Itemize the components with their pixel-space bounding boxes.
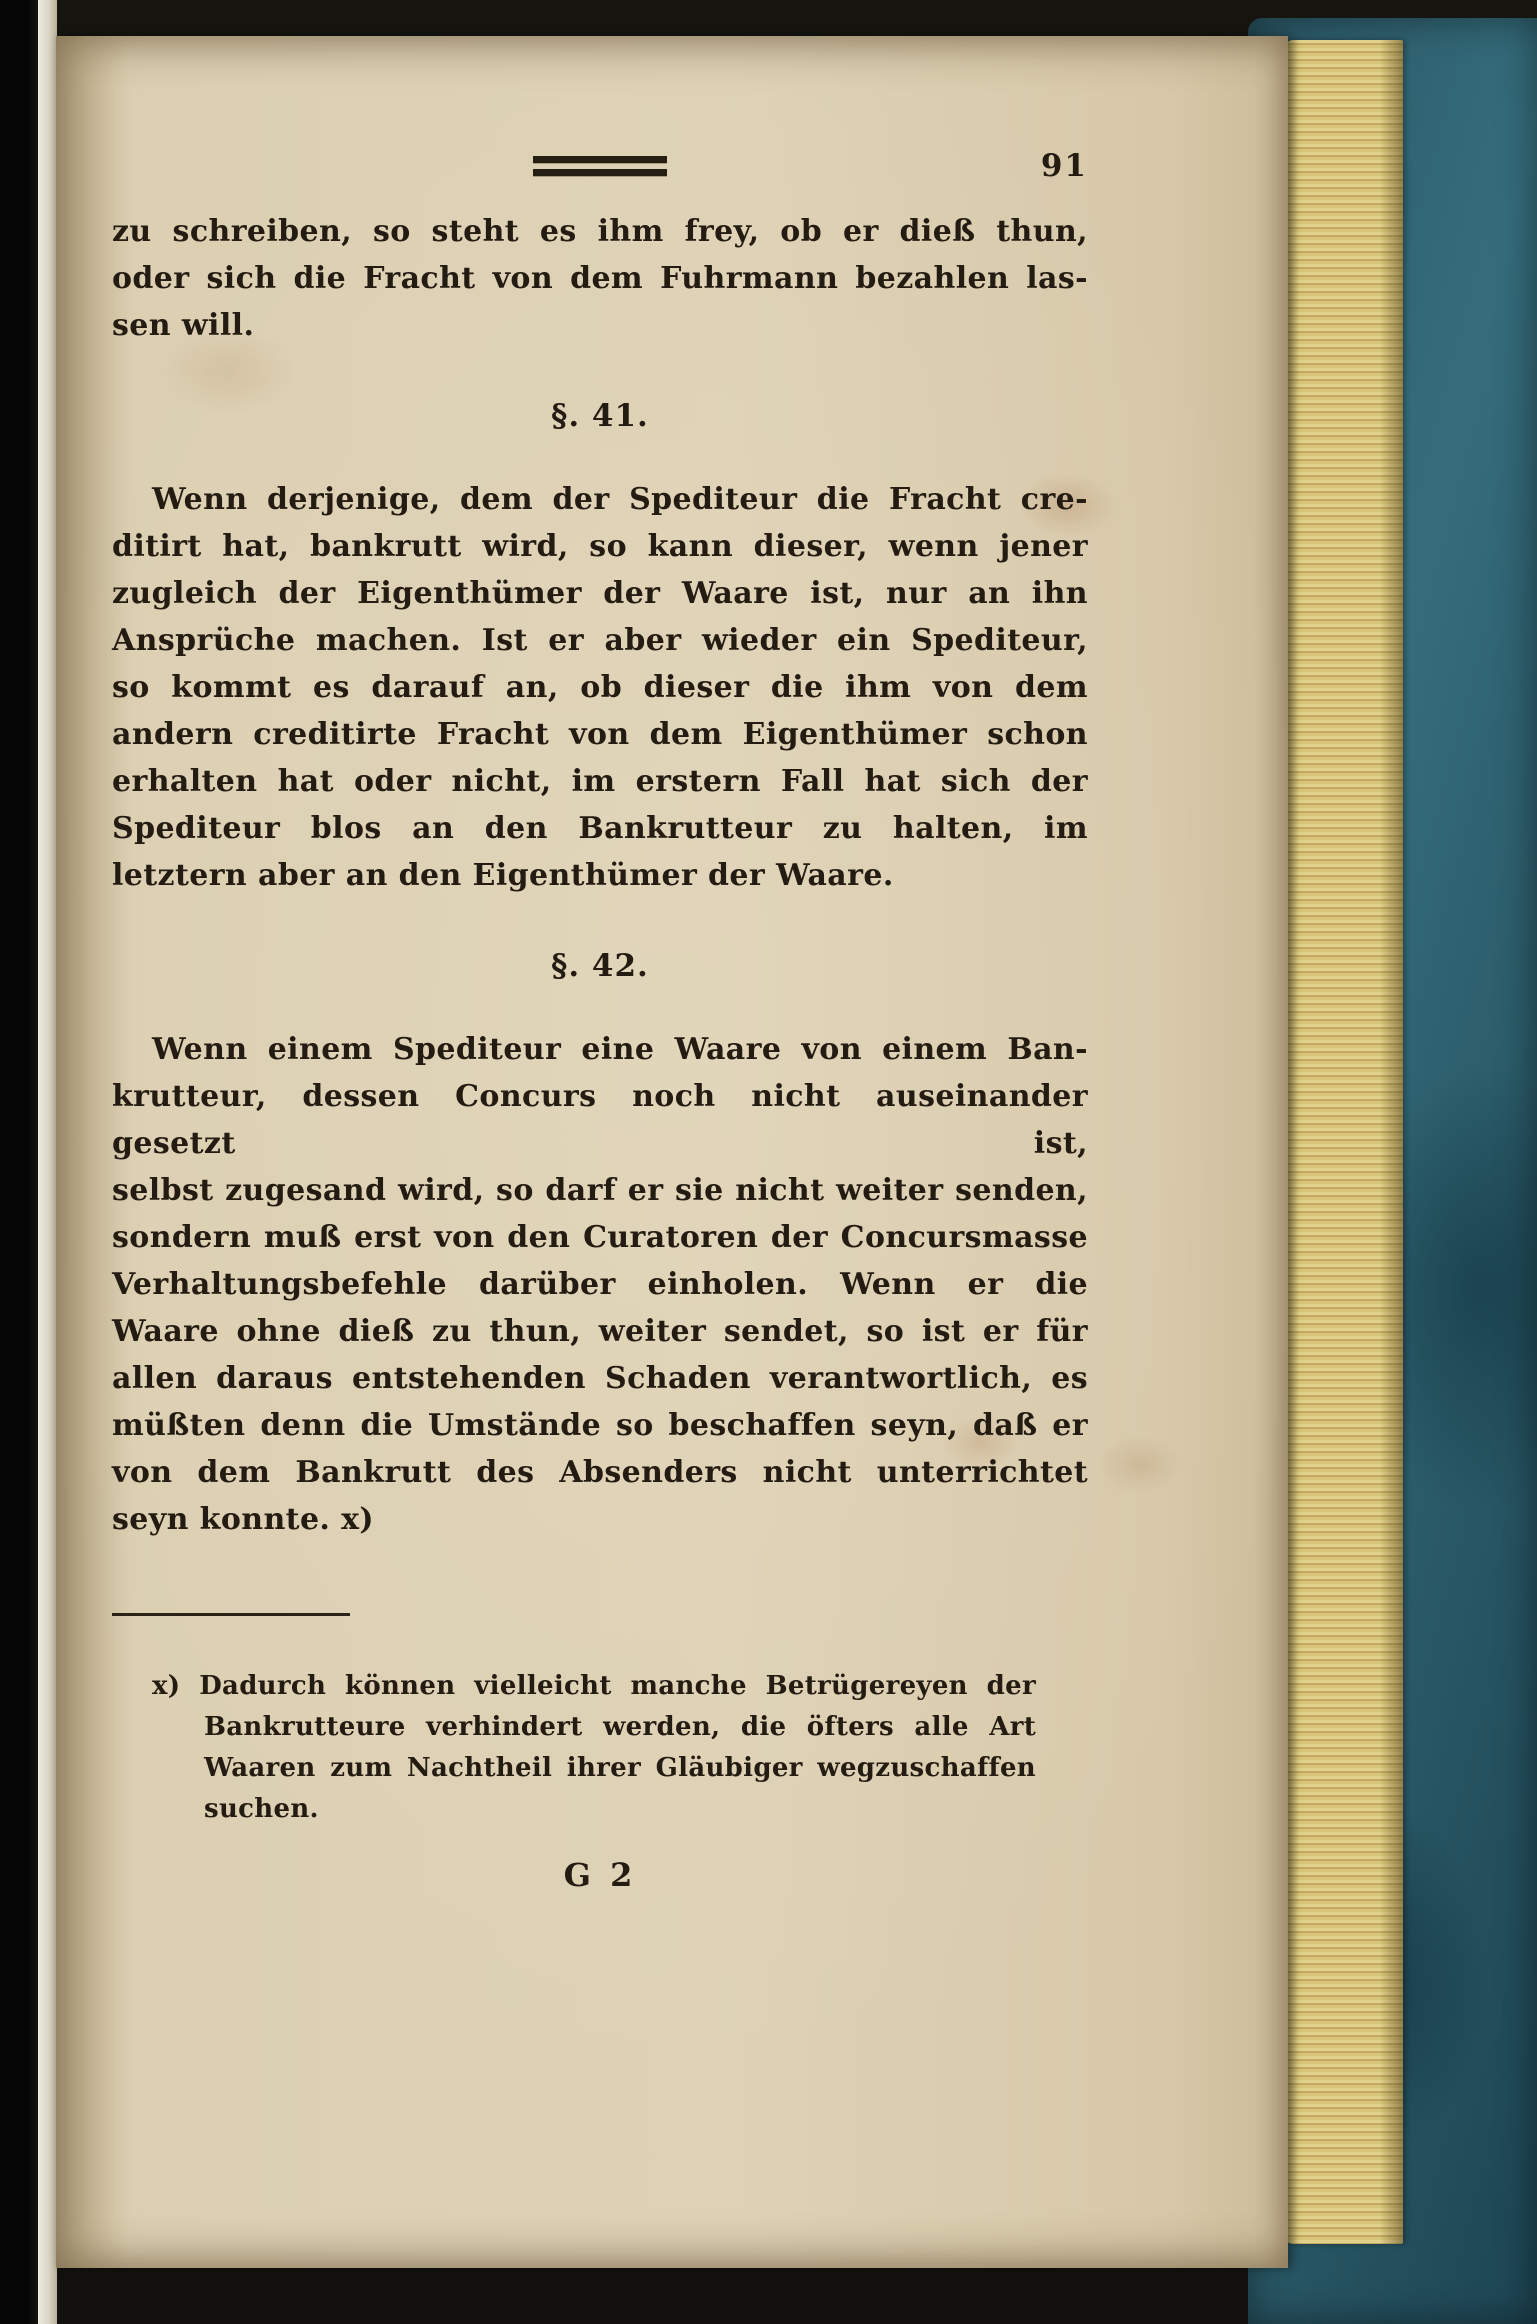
section-heading-42: §. 42.: [551, 948, 649, 984]
body-line: oder sich die Fracht von dem Fuhrmann bezahlen las-: [112, 261, 1088, 296]
text-block: [112, 148, 1088, 1894]
paper-page: [56, 36, 1288, 2268]
body-line: sen will.: [112, 308, 255, 343]
ornament-rule-top: [533, 156, 667, 163]
ornament-rule-bottom: [533, 169, 667, 176]
body-line: Wenn einem Spediteur eine Waare von einem Ban-: [152, 1032, 1088, 1067]
body-line: Waare ohne dieß zu thun, weiter sendet, so ist er für: [112, 1314, 1088, 1349]
footnote-line: suchen.: [204, 1794, 319, 1824]
body-line: selbst zugesand wird, so darf er sie nicht weiter senden,: [112, 1173, 1088, 1208]
footnote: [152, 1666, 1036, 1830]
body-line: so kommt es darauf an, ob dieser die ihm von dem: [112, 670, 1088, 705]
page-edges: [1285, 40, 1403, 2244]
body-line: allen daraus entstehenden Schaden verantwortlich, es: [112, 1361, 1088, 1396]
paragraph-41: [112, 476, 1088, 899]
body-line: krutteur, dessen Concurs noch nicht auseinander gesetzt ist,: [112, 1079, 1088, 1161]
body-line: sondern muß erst von den Curatoren der Concursmasse: [112, 1220, 1088, 1255]
paragraph-continuation: [112, 208, 1088, 349]
body-line: ditirt hat, bankrutt wird, so kann dieser, wenn jener: [112, 529, 1088, 564]
signature-mark: G 2: [563, 1856, 637, 1894]
body-line: zu schreiben, so steht es ihm frey, ob er dieß thun,: [112, 214, 1088, 249]
footnote-line: Bankrutteure verhindert werden, die öfters alle Art: [204, 1712, 1036, 1742]
body-line: zugleich der Eigenthümer der Waare ist, nur an ihn: [112, 576, 1088, 611]
body-line: Ansprüche machen. Ist er aber wieder ein Spediteur,: [112, 623, 1088, 658]
footnote-line: Waaren zum Nachtheil ihrer Gläubiger wegzuschaffen: [204, 1753, 1036, 1783]
body-line: müßten denn die Umstände so beschaffen seyn, daß er: [112, 1408, 1088, 1443]
body-line: von dem Bankrutt des Absenders nicht unterrichtet: [112, 1455, 1088, 1490]
body-line: letztern aber an den Eigenthümer der Waare.: [112, 858, 894, 893]
paragraph-42: [112, 1026, 1088, 1543]
section-heading-41: §. 41.: [551, 398, 649, 434]
body-line: seyn konnte. x): [112, 1502, 374, 1537]
body-line: Wenn derjenige, dem der Spediteur die Fracht cre-: [152, 482, 1088, 517]
page-header: [112, 148, 1088, 196]
footnote-separator: [112, 1613, 350, 1616]
footnote-line: x) Dadurch können vielleicht manche Betrügereyen der: [152, 1671, 1036, 1701]
header-rule-ornament: [533, 156, 667, 182]
facing-page-edge: [38, 0, 57, 2324]
body-line: erhalten hat oder nicht, im erstern Fall hat sich der: [112, 764, 1088, 799]
page-number: 91: [1040, 148, 1088, 184]
body-line: andern creditirte Fracht von dem Eigenthümer schon: [112, 717, 1088, 752]
book-spine: [0, 0, 38, 2324]
body-line: Spediteur blos an den Bankrutteur zu halten, im: [112, 811, 1088, 846]
body-line: Verhaltungsbefehle darüber einholen. Wenn er die: [112, 1267, 1088, 1302]
